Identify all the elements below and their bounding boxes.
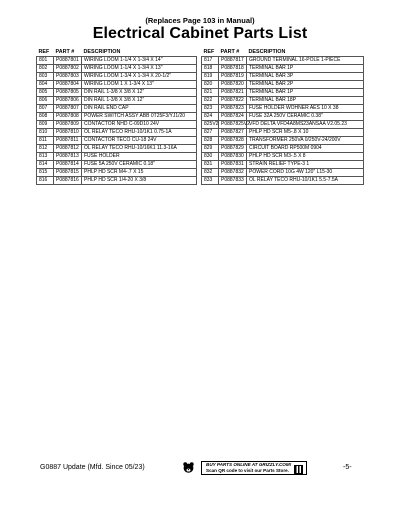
footer-model: G0887 Update (Mfd. Since 05/23) bbox=[40, 464, 145, 471]
cell-description: TRANSFORMER 250VA 0/250V-24/200V bbox=[247, 137, 364, 145]
table-row bbox=[202, 169, 364, 177]
col-part-header: PART # bbox=[220, 48, 240, 55]
table-row bbox=[202, 129, 364, 137]
table-row bbox=[37, 177, 197, 185]
cell-description: PHLP HD SCR M4-.7 X 15 bbox=[82, 169, 197, 177]
cell-part-number: P0887812 bbox=[54, 145, 82, 153]
cell-description: OL RELAY TECO RHU-10/16K1 11.3-16A bbox=[82, 145, 197, 153]
table-row bbox=[202, 73, 364, 81]
cell-part-number: P0887818 bbox=[219, 65, 247, 73]
cell-description: TERMINAL BAR 2P bbox=[247, 81, 364, 89]
cell-ref: 806 bbox=[37, 97, 54, 105]
cell-description: TERMINAL BAR 1P bbox=[247, 65, 364, 73]
cell-part-number: P0887809 bbox=[54, 121, 82, 129]
cell-description: CONTACTOR TECO CU-18 24V bbox=[82, 137, 197, 145]
cell-ref: 831 bbox=[202, 161, 219, 169]
cell-part-number: P0887822 bbox=[219, 97, 247, 105]
cell-part-number: P0887832 bbox=[219, 169, 247, 177]
cell-description: TERMINAL BAR 18P bbox=[247, 97, 364, 105]
table-row bbox=[37, 97, 197, 105]
table-header-row bbox=[37, 48, 197, 57]
cell-part-number: P0887825V2 bbox=[219, 121, 247, 129]
table-row bbox=[202, 89, 364, 97]
cell-ref: 805 bbox=[37, 89, 54, 97]
table-row bbox=[202, 145, 364, 153]
cell-description: PHLP HD SCR M5-.8 X 10 bbox=[247, 129, 364, 137]
table-row bbox=[37, 169, 197, 177]
cell-part-number: P0887808 bbox=[54, 113, 82, 121]
col-ref-header: REF bbox=[38, 48, 50, 55]
col-ref-header: REF bbox=[203, 48, 215, 55]
col-desc-header: DESCRIPTION bbox=[248, 48, 286, 55]
parts-table-right bbox=[201, 48, 364, 185]
cell-ref: 804 bbox=[37, 81, 54, 89]
page-number: -5- bbox=[343, 464, 352, 471]
parts-store-banner[interactable] bbox=[201, 461, 307, 475]
table-row bbox=[37, 89, 197, 97]
table-row bbox=[37, 73, 197, 81]
cell-ref: 810 bbox=[37, 129, 54, 137]
cell-description: FUSE 5A 250V CERAMIC 0.18" bbox=[82, 161, 197, 169]
table-row bbox=[202, 105, 364, 113]
cell-part-number: P0887802 bbox=[54, 65, 82, 73]
cell-ref: 802 bbox=[37, 65, 54, 73]
table-row bbox=[202, 177, 364, 185]
cell-description: CIRCUIT BOARD RP500M 0904 bbox=[247, 145, 364, 153]
table-row bbox=[202, 113, 364, 121]
cell-part-number: P0887828 bbox=[219, 137, 247, 145]
table-row bbox=[202, 137, 364, 145]
table-row bbox=[37, 129, 197, 137]
cell-part-number: P0887816 bbox=[54, 177, 82, 185]
cell-part-number: P0887811 bbox=[54, 137, 82, 145]
cell-part-number: P0887805 bbox=[54, 89, 82, 97]
cell-ref: 816 bbox=[37, 177, 54, 185]
table-row bbox=[202, 121, 364, 129]
cell-description: WIRING LOOM 1-1/4 X 1-3/4 X 13" bbox=[82, 65, 197, 73]
cell-description: POWER SWITCH ASSY ABB 0T25F3/YJ1/20 bbox=[82, 113, 197, 121]
banner-line-1: BUY PARTS ONLINE AT GRIZZLY.COM! bbox=[206, 462, 292, 467]
cell-ref: 832 bbox=[202, 169, 219, 177]
table-row bbox=[202, 65, 364, 73]
table-row bbox=[37, 81, 197, 89]
cell-part-number: P0887815 bbox=[54, 169, 82, 177]
cell-description: STRAIN RELIEF TYPE-3 1 bbox=[247, 161, 364, 169]
cell-part-number: P0887814 bbox=[54, 161, 82, 169]
cell-description: TERMINAL BAR 3P bbox=[247, 73, 364, 81]
table-row bbox=[202, 57, 364, 65]
cell-part-number: P0887807 bbox=[54, 105, 82, 113]
cell-ref: 808 bbox=[37, 113, 54, 121]
cell-description: FUSE HOLDER bbox=[82, 153, 197, 161]
cell-part-number: P0887829 bbox=[219, 145, 247, 153]
cell-part-number: P0887821 bbox=[219, 89, 247, 97]
table-row bbox=[37, 145, 197, 153]
cell-ref: 825V2 bbox=[202, 121, 219, 129]
banner-line-2: Scan QR code to visit our Parts Store. bbox=[206, 468, 289, 473]
cell-part-number: P0887801 bbox=[54, 57, 82, 65]
cell-ref: 815 bbox=[37, 169, 54, 177]
cell-description: CONTACTOR NHD C-09D10 24V bbox=[82, 121, 197, 129]
cell-description: WIRING LOOM 1-1/4 X 1-3/4 X 14" bbox=[82, 57, 197, 65]
cell-ref: 814 bbox=[37, 161, 54, 169]
cell-description: TERMINAL BAR 1P bbox=[247, 89, 364, 97]
table-row bbox=[202, 97, 364, 105]
parts-table-left bbox=[36, 48, 197, 185]
col-part-header: PART # bbox=[55, 48, 75, 55]
cell-description: DIN RAIL 1-3/8 X 3/8 X 12" bbox=[82, 97, 197, 105]
cell-part-number: P0887810 bbox=[54, 129, 82, 137]
cell-description: FUSE 32A 250V CERAMIC 0.38" bbox=[247, 113, 364, 121]
table-row bbox=[37, 137, 197, 145]
table-row bbox=[37, 161, 197, 169]
cell-ref: 807 bbox=[37, 105, 54, 113]
cell-description: WIRING LOOM 1-3/4 X 1-3/4 X 20-1/2" bbox=[82, 73, 197, 81]
cell-description: WIRING LOOM 1 X 1-3/4 X 13" bbox=[82, 81, 197, 89]
cell-part-number: P0887824 bbox=[219, 113, 247, 121]
page-title: Electrical Cabinet Parts List bbox=[92, 25, 308, 42]
cell-ref: 824 bbox=[202, 113, 219, 121]
table-row bbox=[37, 57, 197, 65]
cell-ref: 809 bbox=[37, 121, 54, 129]
cell-part-number: P0887830 bbox=[219, 153, 247, 161]
cell-part-number: P0887806 bbox=[54, 97, 82, 105]
cell-ref: 820 bbox=[202, 81, 219, 89]
cell-ref: 821 bbox=[202, 89, 219, 97]
cell-ref: 828 bbox=[202, 137, 219, 145]
cell-part-number: P0887827 bbox=[219, 129, 247, 137]
cell-part-number: P0887803 bbox=[54, 73, 82, 81]
cell-part-number: P0887831 bbox=[219, 161, 247, 169]
cell-ref: 823 bbox=[202, 105, 219, 113]
cell-ref: 833 bbox=[202, 177, 219, 185]
cell-description: GROUND TERMINAL 16-POLE 1-PIECE bbox=[247, 57, 364, 65]
cell-description: VFD DELTA VFD4A8MS23ANSAA V2.05.23 bbox=[247, 121, 364, 129]
cell-ref: 811 bbox=[37, 137, 54, 145]
table-row bbox=[37, 113, 197, 121]
table-row bbox=[37, 153, 197, 161]
cell-part-number: P0887833 bbox=[219, 177, 247, 185]
cell-ref: 827 bbox=[202, 129, 219, 137]
cell-part-number: P0887820 bbox=[219, 81, 247, 89]
cell-part-number: P0887819 bbox=[219, 73, 247, 81]
cell-ref: 801 bbox=[37, 57, 54, 65]
cell-part-number: P0887817 bbox=[219, 57, 247, 65]
cell-description: OL RELAY TECO RHU-10/1K1 5.5-7.5A bbox=[247, 177, 364, 185]
cell-ref: 822 bbox=[202, 97, 219, 105]
cell-part-number: P0887813 bbox=[54, 153, 82, 161]
cell-ref: 829 bbox=[202, 145, 219, 153]
cell-ref: 817 bbox=[202, 57, 219, 65]
cell-part-number: P0887804 bbox=[54, 81, 82, 89]
cell-ref: 803 bbox=[37, 73, 54, 81]
qr-code-icon[interactable] bbox=[294, 465, 303, 474]
cell-description: PHLP HD SCR M3-.5 X 8 bbox=[247, 153, 364, 161]
cell-description: PHLP HD SCR 1/4-20 X 3/8 bbox=[82, 177, 197, 185]
table-row bbox=[37, 121, 197, 129]
table-row bbox=[37, 65, 197, 73]
page-subtitle: (Replaces Page 103 in Manual) bbox=[145, 16, 255, 25]
grizzly-bear-logo-icon bbox=[182, 461, 195, 474]
cell-ref: 830 bbox=[202, 153, 219, 161]
table-row bbox=[202, 81, 364, 89]
cell-ref: 819 bbox=[202, 73, 219, 81]
table-row bbox=[37, 105, 197, 113]
cell-part-number: P0887823 bbox=[219, 105, 247, 113]
cell-ref: 812 bbox=[37, 145, 54, 153]
cell-ref: 813 bbox=[37, 153, 54, 161]
cell-description: POWER CORD 10G 4W 120" L15-30 bbox=[247, 169, 364, 177]
table-header-row bbox=[202, 48, 364, 57]
cell-description: DIN RAIL END CAP bbox=[82, 105, 197, 113]
cell-description: FUSE HOLDER WOHNER AES 10 X 38 bbox=[247, 105, 364, 113]
cell-description: OL RELAY TECO RHU-10/1K1 0.75-1A bbox=[82, 129, 197, 137]
cell-description: DIN RAIL 1-3/8 X 3/8 X 12" bbox=[82, 89, 197, 97]
table-row bbox=[202, 161, 364, 169]
col-desc-header: DESCRIPTION bbox=[83, 48, 121, 55]
cell-ref: 818 bbox=[202, 65, 219, 73]
table-row bbox=[202, 153, 364, 161]
